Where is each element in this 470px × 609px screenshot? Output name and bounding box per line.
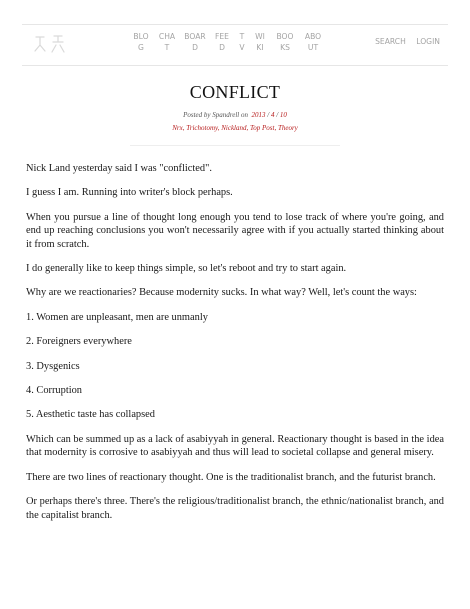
paragraph: There are two lines of reactionary thought. One is the traditionalist branch, and the futurist branch.: [26, 471, 436, 483]
site-logo[interactable]: [30, 33, 80, 55]
post-content: [26, 162, 444, 533]
date-year-link[interactable]: 2013: [251, 111, 266, 119]
paragraph: I do generally like to keep things simple, so let's reboot and try to start again.: [26, 263, 347, 275]
paragraph: I guess I am. Running into writer's block perhaps.: [26, 187, 233, 199]
top-navigation-bar: [22, 24, 448, 66]
date-month-link[interactable]: 4: [270, 111, 275, 119]
list-item: 5. Aesthetic taste has collapsed: [26, 409, 155, 421]
date-separator: /: [267, 111, 270, 119]
header-actions: [367, 37, 440, 46]
nav-chat[interactable]: CHA T: [158, 32, 176, 52]
post-title: CONFLICT: [189, 82, 281, 102]
paragraph: Why are we reactionaries? Because modernity sucks. In what way? Well, let's count the ways:: [26, 287, 417, 299]
post-categories[interactable]: Nrx, Trichotomy, Nickland, Top Post, Theory: [172, 124, 298, 132]
paragraph: Which can be summed up as a lack of asabiyyah in general. Reactionary thought is based in the idea that modernity is corrosive to asabiyyah and thus will lead to societal collapse and general misery.: [26, 433, 444, 459]
list-item: 1. Women are unpleasant, men are unmanly: [26, 311, 208, 323]
paragraph: Or perhaps there's three. There's the religious/traditionalist branch, the ethnic/nationalist branch, and the capitalist branch.: [26, 496, 444, 521]
nav-tv[interactable]: T V: [239, 32, 245, 52]
list-item: 2. Foreigners everywhere: [26, 336, 132, 348]
nav-board[interactable]: BOAR D: [184, 32, 206, 52]
nav-feed[interactable]: FEE D: [215, 32, 229, 52]
header-divider: [130, 145, 340, 146]
nav-about[interactable]: ABO UT: [304, 32, 322, 52]
date-separator: /: [276, 111, 279, 119]
list-item: 3. Dysgenics: [26, 360, 80, 372]
search-link[interactable]: SEARCH: [375, 37, 406, 46]
date-day-link[interactable]: 10: [279, 111, 287, 119]
nav-blog[interactable]: BLO G: [133, 32, 149, 52]
list-item: 4. Corruption: [26, 385, 82, 397]
login-link[interactable]: LOGIN: [416, 37, 440, 46]
post-meta: [0, 111, 470, 119]
nav-books[interactable]: BOO KS: [276, 32, 294, 52]
paragraph: When you pursue a line of thought long enough you tend to lose track of where you're going, and end up reaching conclusions you won't necessarily agree with if you actually started thinking about it from scratch.: [26, 211, 444, 250]
posted-by-text: Posted by Spandrell on: [183, 111, 248, 119]
paragraph: Nick Land yesterday said I was "conflicted".: [26, 163, 212, 174]
nav-wiki[interactable]: WI KI: [255, 32, 265, 52]
